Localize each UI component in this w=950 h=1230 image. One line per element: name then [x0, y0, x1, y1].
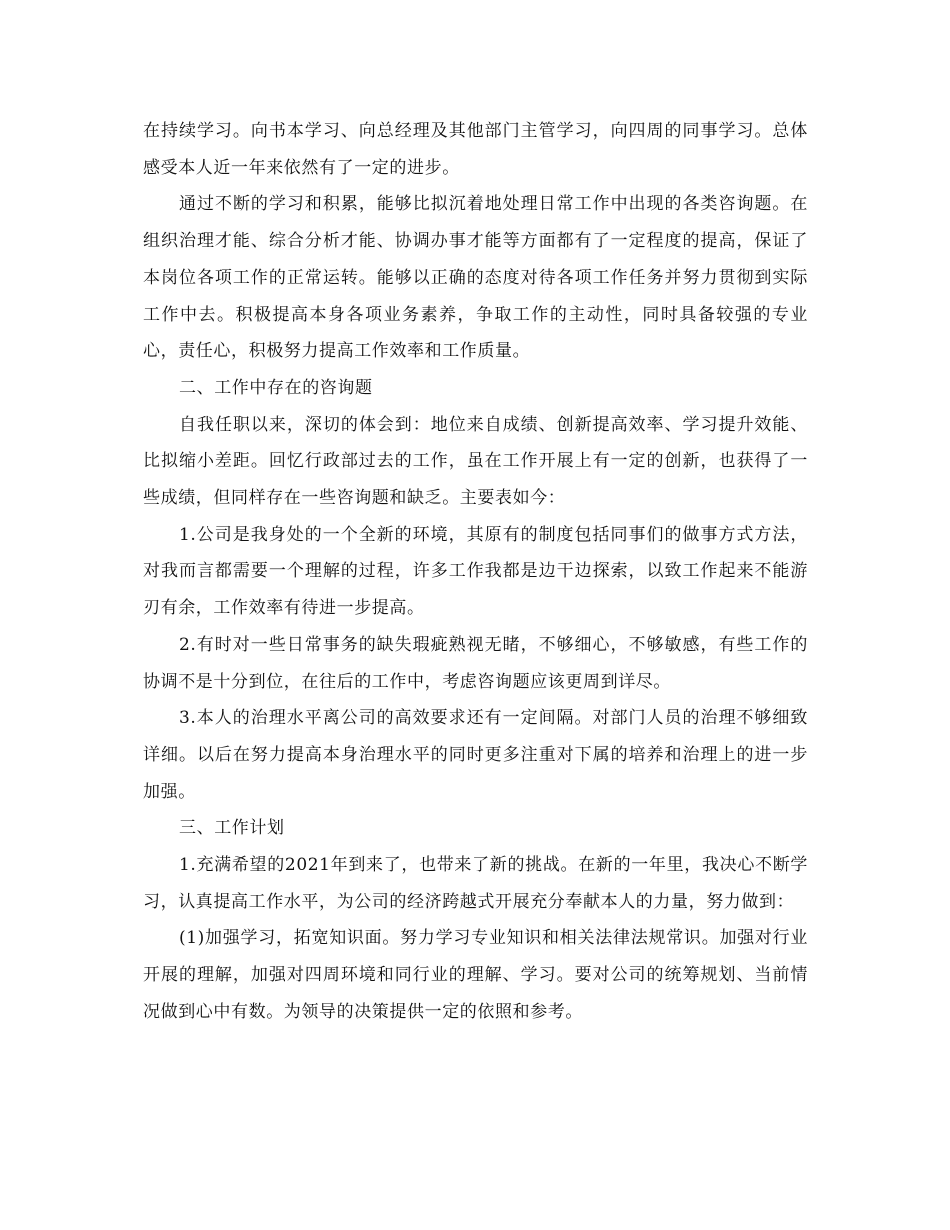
problem-item-2: 2.有时对一些日常事务的缺失瑕疵熟视无睹，不够细心，不够敏感，有些工作的协调不是十分到位，在往后的工作中，考虑咨询题应该更周到详尽。 [143, 634, 808, 692]
section-heading-work-plan: 三、工作计划 [179, 818, 285, 839]
plan-item-1: 1.充满希望的2021年到来了，也带来了新的挑战。在新的一年里，我决心不断学习，认真提高工作水平，为公司的经济跨越式开展充分奉献本人的力量，努力做到： [143, 855, 808, 912]
document-body [143, 113, 808, 1031]
problem-item-3: 3.本人的治理水平离公司的高效要求还有一定间隔。对部门人员的治理不够细致详细。以后在努力提高本身治理水平的同时更多注重对下属的培养和治理上的进一步加强。 [143, 708, 808, 802]
plan-subitem-1: (1)加强学习，拓宽知识面。努力学习专业知识和相关法律法规常识。加强对行业开展的理解，加强对四周环境和同行业的理解、学习。要对公司的统筹规划、当前情况做到心中有数。为领导的决策提供一定的依照和参考。 [143, 928, 808, 1022]
problem-item-1: 1.公司是我身处的一个全新的环境，其原有的制度包括同事们的做事方式方法，对我而言都需要一个理解的过程，许多工作我都是边干边探索，以致工作起来不能游刃有余，工作效率有待进一步提高。 [143, 524, 808, 619]
paragraph-problems-intro: 自我任职以来，深切的体会到：地位来自成绩、创新提高效率、学习提升效能、比拟缩小差距。回忆行政部过去的工作，虽在工作开展上有一定的创新，也获得了一些成绩，但同样存在一些咨询题和缺乏。主要表如今： [143, 414, 808, 509]
paragraph-ability-improvement: 通过不断的学习和积累，能够比拟沉着地处理日常工作中出现的各类咨询题。在组织治理才能、综合分析才能、协调办事才能等方面都有了一定程度的提高，保证了本岗位各项工作的正常运转。能够以正确的态度对待各项工作任务并努力贯彻到实际工作中去。积极提高本身各项业务素养，争取工作的主动性，同时具备较强的专业心，责任心，积极努力提高工作效率和工作质量。 [143, 194, 808, 362]
section-heading-problems: 二、工作中存在的咨询题 [179, 377, 373, 398]
paragraph-continued-study: 在持续学习。向书本学习、向总经理及其他部门主管学习，向四周的同事学习。总体感受本人近一年来依然有了一定的进步。 [143, 121, 808, 178]
